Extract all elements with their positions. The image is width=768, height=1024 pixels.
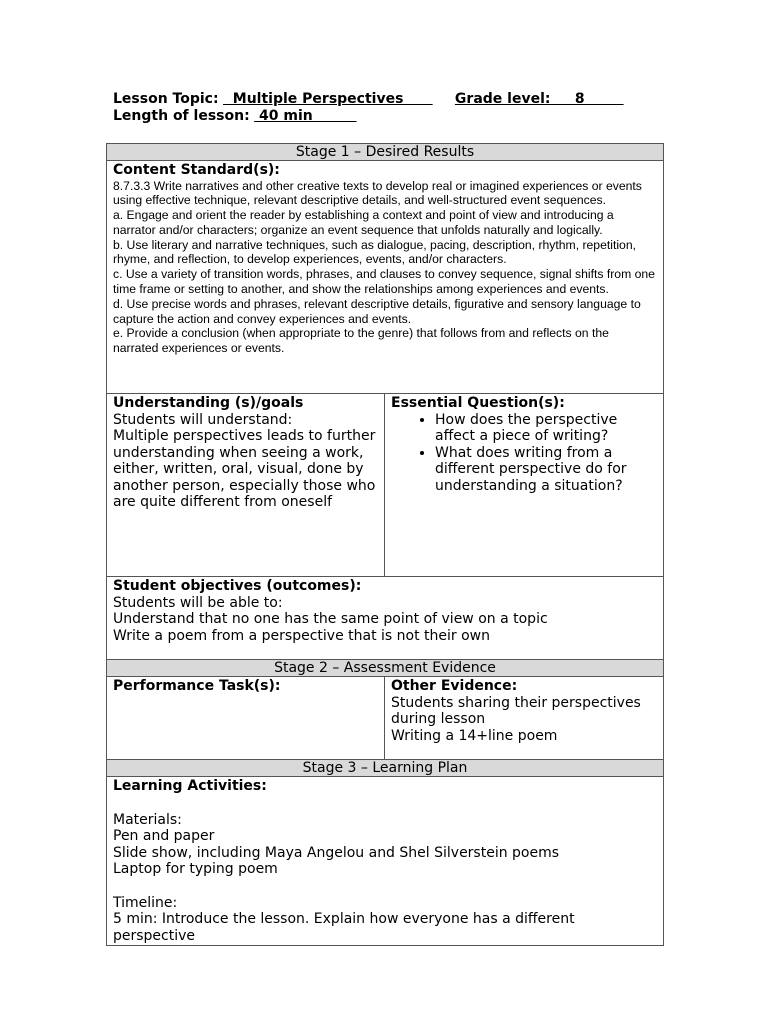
header-line-2 — [113, 108, 673, 125]
standard-c: c. Use a variety of transition words, phrases, and clauses to convey sequence, signal shifts from one time frame or setting to another, and show the relationships among experiences and events. — [113, 267, 655, 297]
performance-task-cell — [107, 677, 385, 760]
materials-label: Materials: — [113, 811, 182, 828]
understanding-cell — [107, 394, 385, 577]
content-standards-label: Content Standard(s): — [113, 162, 280, 178]
lesson-header — [113, 91, 673, 125]
objectives-label: Student objectives (outcomes): — [113, 578, 362, 594]
essential-questions-list — [391, 412, 657, 495]
material-item: Pen and paper — [113, 828, 215, 844]
other-evidence-item: Writing a 14+line poem — [391, 727, 558, 744]
standard-a: a. Engage and orient the reader by establishing a context and point of view and introducing a narrator and/or characters; organize an event sequence that unfolds naturally and logically. — [113, 208, 614, 237]
objective-item: Understand that no one has the same point of view on a topic — [113, 611, 548, 627]
essential-label: Essential Question(s): — [391, 395, 565, 411]
content-standards-cell — [107, 161, 664, 394]
material-item: Laptop for typing poem — [113, 861, 278, 877]
standard-e: e. Provide a conclusion (when appropriate to the genre) that follows from and reflects on the narrated experiences or events. — [113, 326, 609, 356]
stage3-header: Stage 3 – Learning Plan — [107, 760, 664, 777]
grade-label: Grade level: — [454, 91, 551, 107]
essential-question: • How does the perspective affect a piece of writing? — [435, 412, 657, 445]
objectives-intro: Students will be able to: — [113, 594, 283, 611]
lesson-plan-table — [106, 143, 664, 946]
length-label: Length of lesson: — [113, 108, 250, 124]
other-evidence-cell — [385, 677, 664, 760]
objectives-cell — [107, 577, 664, 660]
objective-item: Write a poem from a perspective that is not their own — [113, 627, 490, 644]
stage1-header: Stage 1 – Desired Results — [107, 144, 664, 161]
timeline-label: Timeline: — [113, 894, 178, 911]
topic-value: Multiple Perspectives — [223, 91, 433, 107]
other-evidence-label: Other Evidence: — [391, 678, 518, 694]
essential-questions-cell — [385, 394, 664, 577]
length-value: 40 min — [254, 108, 357, 124]
standard-main: 8.7.3.3 Write narratives and other creative texts to develop real or imagined experiences or events using effective technique, relevant descriptive details, and well-structured event sequences. — [113, 178, 642, 208]
material-item: Slide show, including Maya Angelou and Shel Silverstein poems — [113, 844, 560, 861]
performance-label: Performance Task(s): — [113, 678, 281, 694]
stage2-header: Stage 2 – Assessment Evidence — [107, 660, 664, 677]
understanding-label: Understanding (s)/goals — [113, 395, 304, 411]
content-standards-text — [113, 179, 657, 357]
activities-label: Learning Activities: — [113, 778, 267, 794]
topic-label: Lesson Topic: — [113, 91, 219, 107]
understanding-intro: Students will understand: — [113, 411, 293, 428]
standard-d: d. Use precise words and phrases, relevant descriptive details, figurative and sensory language to capture the action and convey experiences and events. — [113, 296, 641, 326]
other-evidence-item: Students sharing their perspectives during lesson — [391, 694, 641, 727]
essential-question: • What does writing from a different perspective do for understanding a situation? — [435, 445, 657, 495]
header-line-1 — [113, 91, 673, 108]
learning-activities-cell — [107, 777, 664, 946]
grade-value: 8 — [550, 91, 624, 107]
timeline-item: 5 min: Introduce the lesson. Explain how everyone has a different perspective — [113, 911, 575, 944]
understanding-text: Multiple perspectives leads to further understanding when seeing a work, either, written, oral, visual, done by another person, especially those who are quite different from oneself — [113, 428, 376, 510]
standard-b: b. Use literary and narrative techniques, such as dialogue, pacing, description, rhythm, repetition, rhyme, and reflection, to develop experiences, events, and/or characters. — [113, 237, 636, 267]
